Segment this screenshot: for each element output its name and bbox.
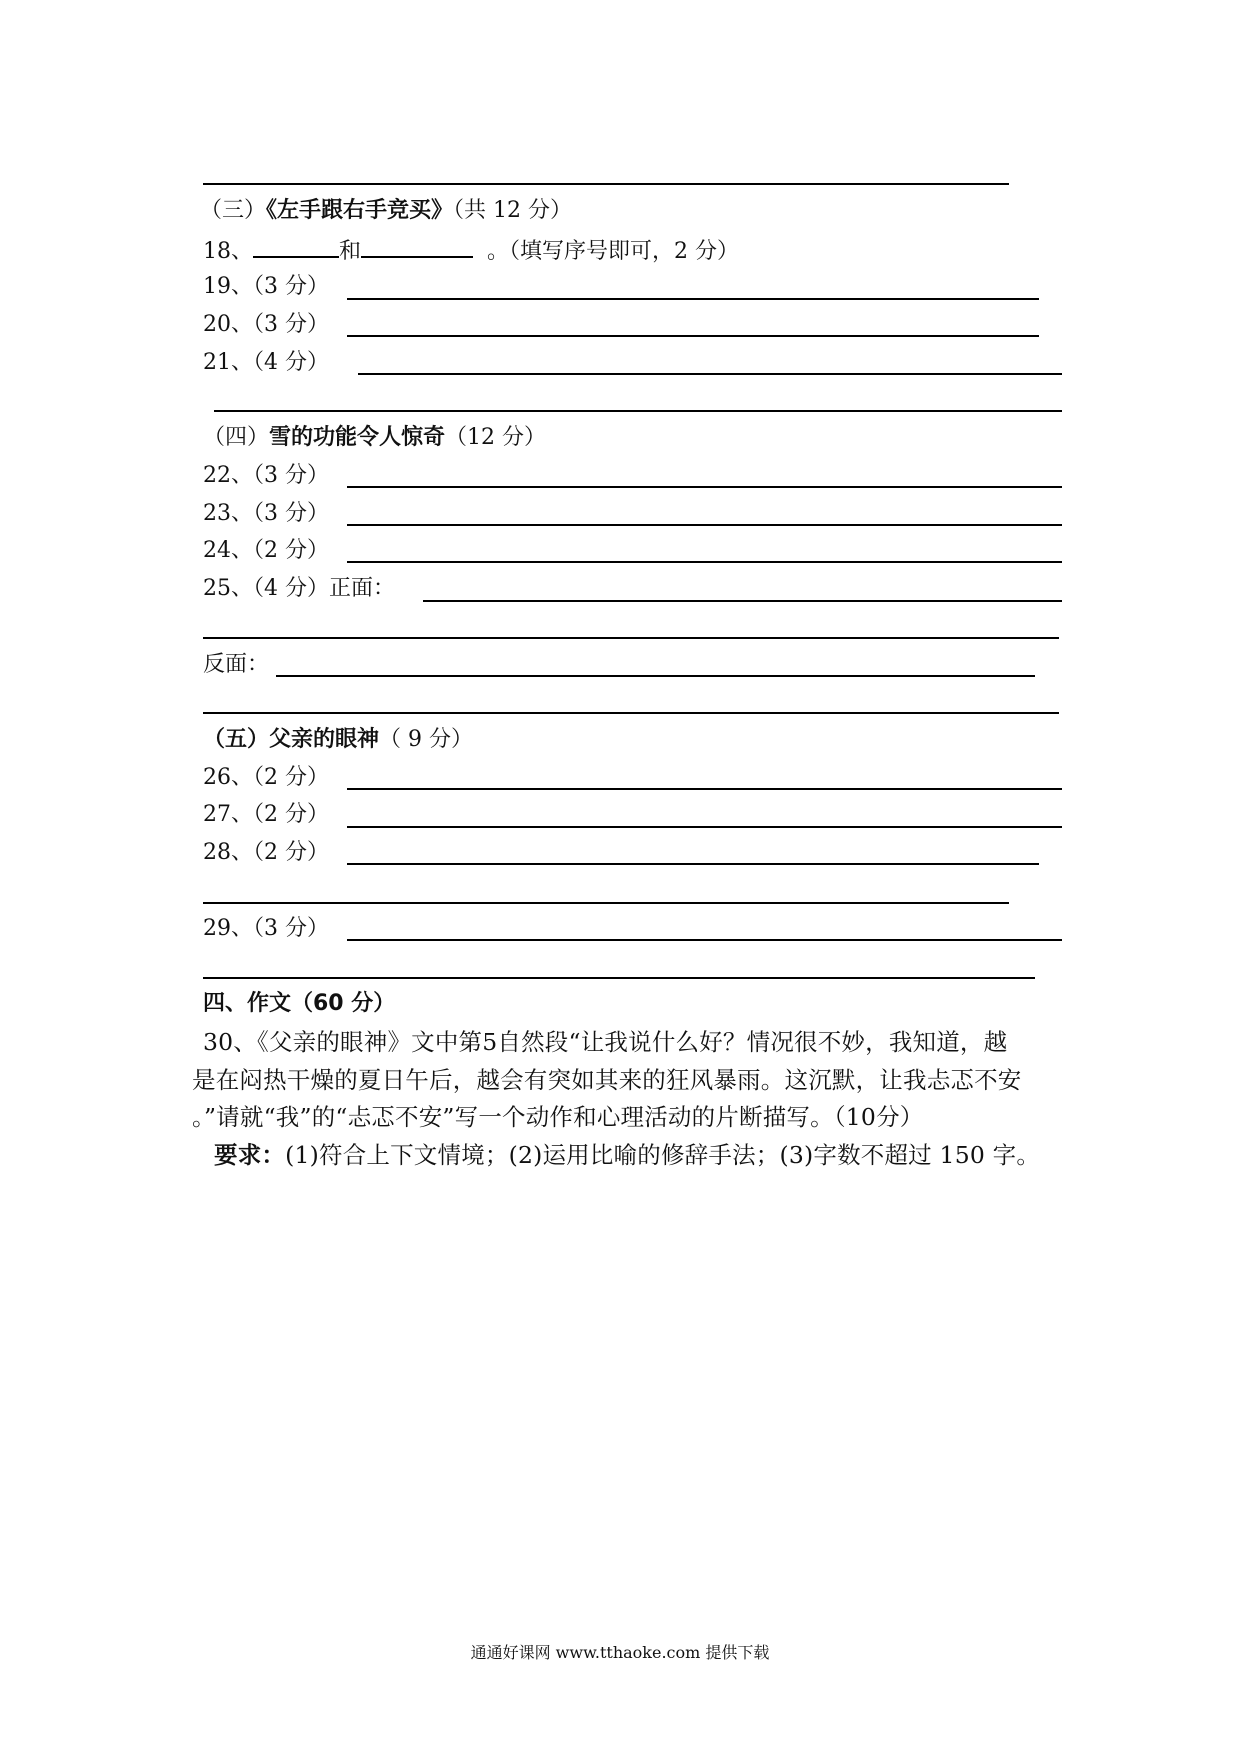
q21-label [203, 350, 329, 376]
section-number: （三） [200, 198, 267, 223]
q26-label [203, 765, 329, 791]
q18-label [203, 236, 739, 265]
question-score: （3 分） [253, 463, 329, 488]
question-number: 20、 [203, 312, 253, 337]
q22-label [203, 463, 329, 489]
question-score: （2 分） [253, 802, 329, 827]
composition-prompt-line: 是在闷热干燥的夏日午后，越会有突如其来的狂风暴雨。这沉默，让我忐忑不安 [192, 1066, 1022, 1094]
question-number: 27、 [203, 802, 253, 827]
q25-front-line-2[interactable] [203, 637, 1059, 639]
section-title: 雪的功能令人惊奇 [269, 425, 446, 450]
q20-answer-line[interactable] [347, 335, 1039, 337]
answer-line[interactable] [203, 183, 1009, 185]
q20-label [203, 312, 329, 338]
q18-connector: 和 [339, 239, 362, 264]
composition-requirements [214, 1141, 1040, 1169]
q24-label [203, 538, 329, 564]
question-number: 25、 [203, 576, 253, 601]
q29-answer-line[interactable] [347, 939, 1062, 941]
q21-answer-line[interactable] [358, 373, 1062, 375]
question-score: （2 分） [253, 765, 329, 790]
section-4-heading [203, 425, 546, 451]
question-number: 24、 [203, 538, 253, 563]
q23-label [203, 501, 329, 527]
q29-answer-line-2[interactable] [203, 977, 1035, 979]
q25-back-line[interactable] [276, 675, 1035, 677]
q25-label [203, 576, 395, 602]
q18-instruction: 。（填写序号即可，2 分） [487, 239, 740, 264]
q28-label [203, 840, 329, 866]
q23-answer-line[interactable] [347, 524, 1062, 526]
footer-source: 通通好课网 www.tthaoke.com 提供下载 [470, 1643, 770, 1662]
question-number: 22、 [203, 463, 253, 488]
question-number: 18、 [203, 239, 253, 264]
q22-answer-line[interactable] [347, 486, 1062, 488]
question-score: （2 分） [253, 538, 329, 563]
composition-prompt-line: 30、《父亲的眼神》文中第5自然段“让我说什么好？情况很不妙，我知道，越 [203, 1028, 1008, 1056]
question-score: （3 分） [253, 916, 329, 941]
requirements-label: 要求： [214, 1141, 286, 1169]
section-score: （共 12 分） [453, 198, 573, 223]
q25-back-label: 反面： [203, 652, 270, 677]
q21-answer-line-2[interactable] [214, 410, 1062, 412]
question-number: 19、 [203, 274, 253, 299]
question-score: （4 分） [253, 350, 329, 375]
question-score: （3 分） [253, 312, 329, 337]
question-number: 29、 [203, 916, 253, 941]
q27-label [203, 802, 329, 828]
question-number: 23、 [203, 501, 253, 526]
section-title: （五）父亲的眼神 [203, 727, 380, 752]
section-3-heading [200, 198, 572, 224]
q25-front-line[interactable] [423, 600, 1062, 602]
section-5-heading [203, 727, 473, 753]
q18-blank-1[interactable] [253, 236, 339, 258]
question-number: 21、 [203, 350, 253, 375]
q28-answer-line[interactable] [347, 863, 1039, 865]
question-number: 28、 [203, 840, 253, 865]
front-label: 正面： [329, 576, 396, 601]
section-score: （12 分） [445, 425, 547, 450]
q19-answer-line[interactable] [347, 298, 1039, 300]
q18-blank-2[interactable] [361, 236, 473, 258]
section-number: （四） [203, 425, 270, 450]
q26-answer-line[interactable] [347, 788, 1062, 790]
question-score: （2 分） [253, 840, 329, 865]
q27-answer-line[interactable] [347, 826, 1062, 828]
q28-answer-line-2[interactable] [203, 902, 1009, 904]
q24-answer-line[interactable] [347, 561, 1062, 563]
question-score: （4 分） [253, 576, 329, 601]
question-score: （3 分） [253, 501, 329, 526]
requirements-text: (1)符合上下文情境；(2)运用比喻的修辞手法；(3)字数不超过 150 字。 [285, 1141, 1041, 1169]
composition-prompt-line: 。”请就“我”的“忐忑不安”写一个动作和心理活动的片断描写。（10分） [192, 1103, 924, 1131]
q19-label [203, 274, 329, 300]
question-number: 26、 [203, 765, 253, 790]
composition-heading: 四、作文（60 分） [203, 991, 396, 1016]
question-score: （3 分） [253, 274, 329, 299]
section-score: （ 9 分） [379, 727, 473, 752]
section-title: 《左手跟右手竞买》 [266, 198, 454, 223]
q25-back-line-2[interactable] [203, 712, 1059, 714]
q29-label [203, 916, 329, 942]
